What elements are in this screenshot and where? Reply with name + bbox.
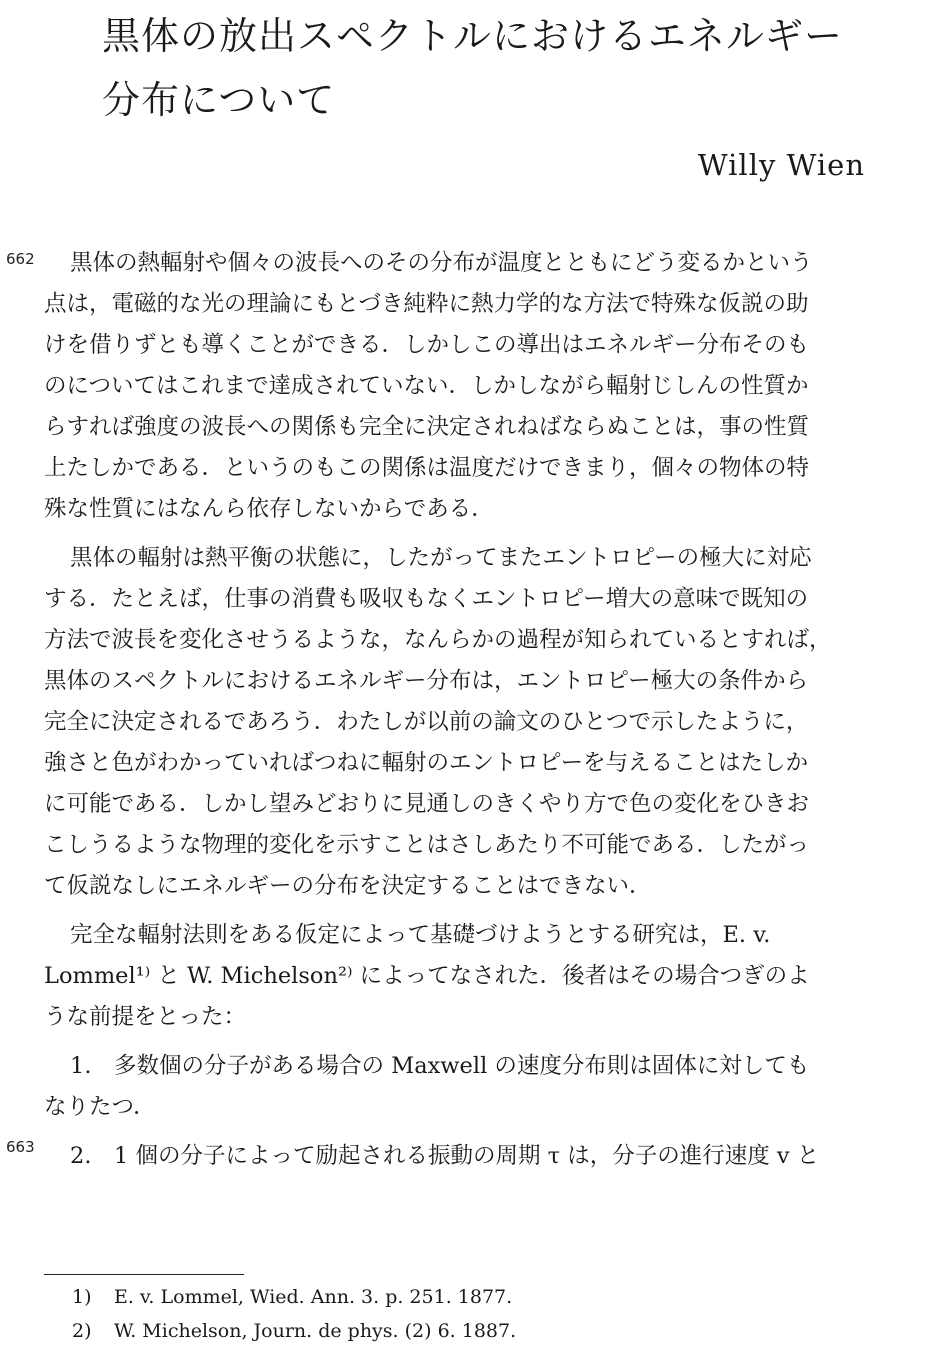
text-line: 完全な輻射法則をある仮定によって基礎づけようとする研究は，E. v. (70, 922, 771, 948)
author-name: Willy Wien (697, 148, 865, 182)
margin-page-number: 663 (6, 1138, 35, 1156)
text-line (44, 1046, 896, 1087)
text-line: なりたつ． (44, 1094, 156, 1120)
paragraph-3 (44, 915, 896, 1038)
item-number: 1. (70, 1053, 92, 1079)
footnotes (72, 1280, 516, 1348)
text-line: に可能である．しかし望みどおりに見通しのきくやり方で色の変化をひきお (44, 791, 810, 817)
footnote-text: E. v. Lommel, Wied. Ann. 3. p. 251. 1877. (114, 1286, 513, 1308)
item-text: 多数個の分子がある場合の Maxwell の速度分布則は固体に対しても (114, 1053, 810, 1079)
footnote-1 (72, 1280, 516, 1314)
title-line-1: 黒体の放出スペクトルにおけるエネルギー (102, 14, 844, 58)
text-line (44, 1136, 896, 1177)
text-line: Lommel¹⁾ と W. Michelson²⁾ によってなされた．後者はその場合つぎのよ (44, 963, 810, 989)
body-text (44, 243, 896, 1177)
text-line: 方法で波長を変化させうるような，なんらかの過程が知られているとすれば， (44, 627, 832, 653)
text-line: けを借りずとも導くことができる．しかしこの導出はエネルギー分布そのも (44, 332, 810, 358)
text-line: 強さと色がわかっていればつねに輻射のエントロピーを与えることはたしか (44, 750, 809, 776)
text-line: 殊な性質にはなんら依存しないからである． (44, 496, 494, 522)
paper-title (102, 4, 902, 132)
text-line: て仮説なしにエネルギーの分布を決定することはできない． (44, 873, 652, 899)
text-line: らすれば強度の波長への関係も完全に決定されねばならぬことは，事の性質 (44, 414, 810, 440)
item-text: 1 個の分子によって励起される振動の周期 τ は，分子の進行速度 v と (114, 1143, 820, 1169)
paragraph-1 (44, 243, 896, 530)
text-line: のについてはこれまで達成されていない．しかしながら輻射じしんの性質か (44, 373, 809, 399)
text-line: 完全に決定されるであろう．わたしが以前の論文のひとつで示したように， (44, 709, 809, 735)
text-line: 黒体の熱輻射や個々の波長へのその分布が温度とともにどう変るかという (70, 250, 813, 276)
item-number: 2. (70, 1143, 92, 1169)
title-line-2: 分布について (102, 78, 336, 122)
footnote-text: W. Michelson, Journ. de phys. (2) 6. 1887. (114, 1320, 517, 1342)
text-line: 上たしかである．というのもこの関係は温度だけできまり，個々の物体の特 (44, 455, 810, 481)
footnote-mark: 2) (72, 1320, 92, 1342)
paragraph-2 (44, 538, 896, 907)
text-line: する．たとえば，仕事の消費も吸収もなくエントロピー増大の意味で既知の (44, 586, 809, 612)
text-line: こしうるような物理的変化を示すことはさしあたり不可能である．したがっ (44, 832, 810, 858)
footnote-divider (44, 1274, 244, 1275)
margin-page-number: 662 (6, 250, 35, 268)
text-line: 黒体のスペクトルにおけるエネルギー分布は，エントロピー極大の条件から (44, 668, 809, 694)
numbered-item-1 (44, 1046, 896, 1128)
text-line: 黒体の輻射は熱平衡の状態に，したがってまたエントロピーの極大に対応 (70, 545, 812, 571)
text-line: 点は，電磁的な光の理論にもとづき純粋に熱力学的な方法で特殊な仮説の助 (44, 291, 809, 317)
footnote-mark: 1) (72, 1286, 92, 1308)
footnote-2 (72, 1314, 516, 1348)
numbered-item-2 (44, 1136, 896, 1177)
text-line: うな前提をとった： (44, 1004, 247, 1030)
